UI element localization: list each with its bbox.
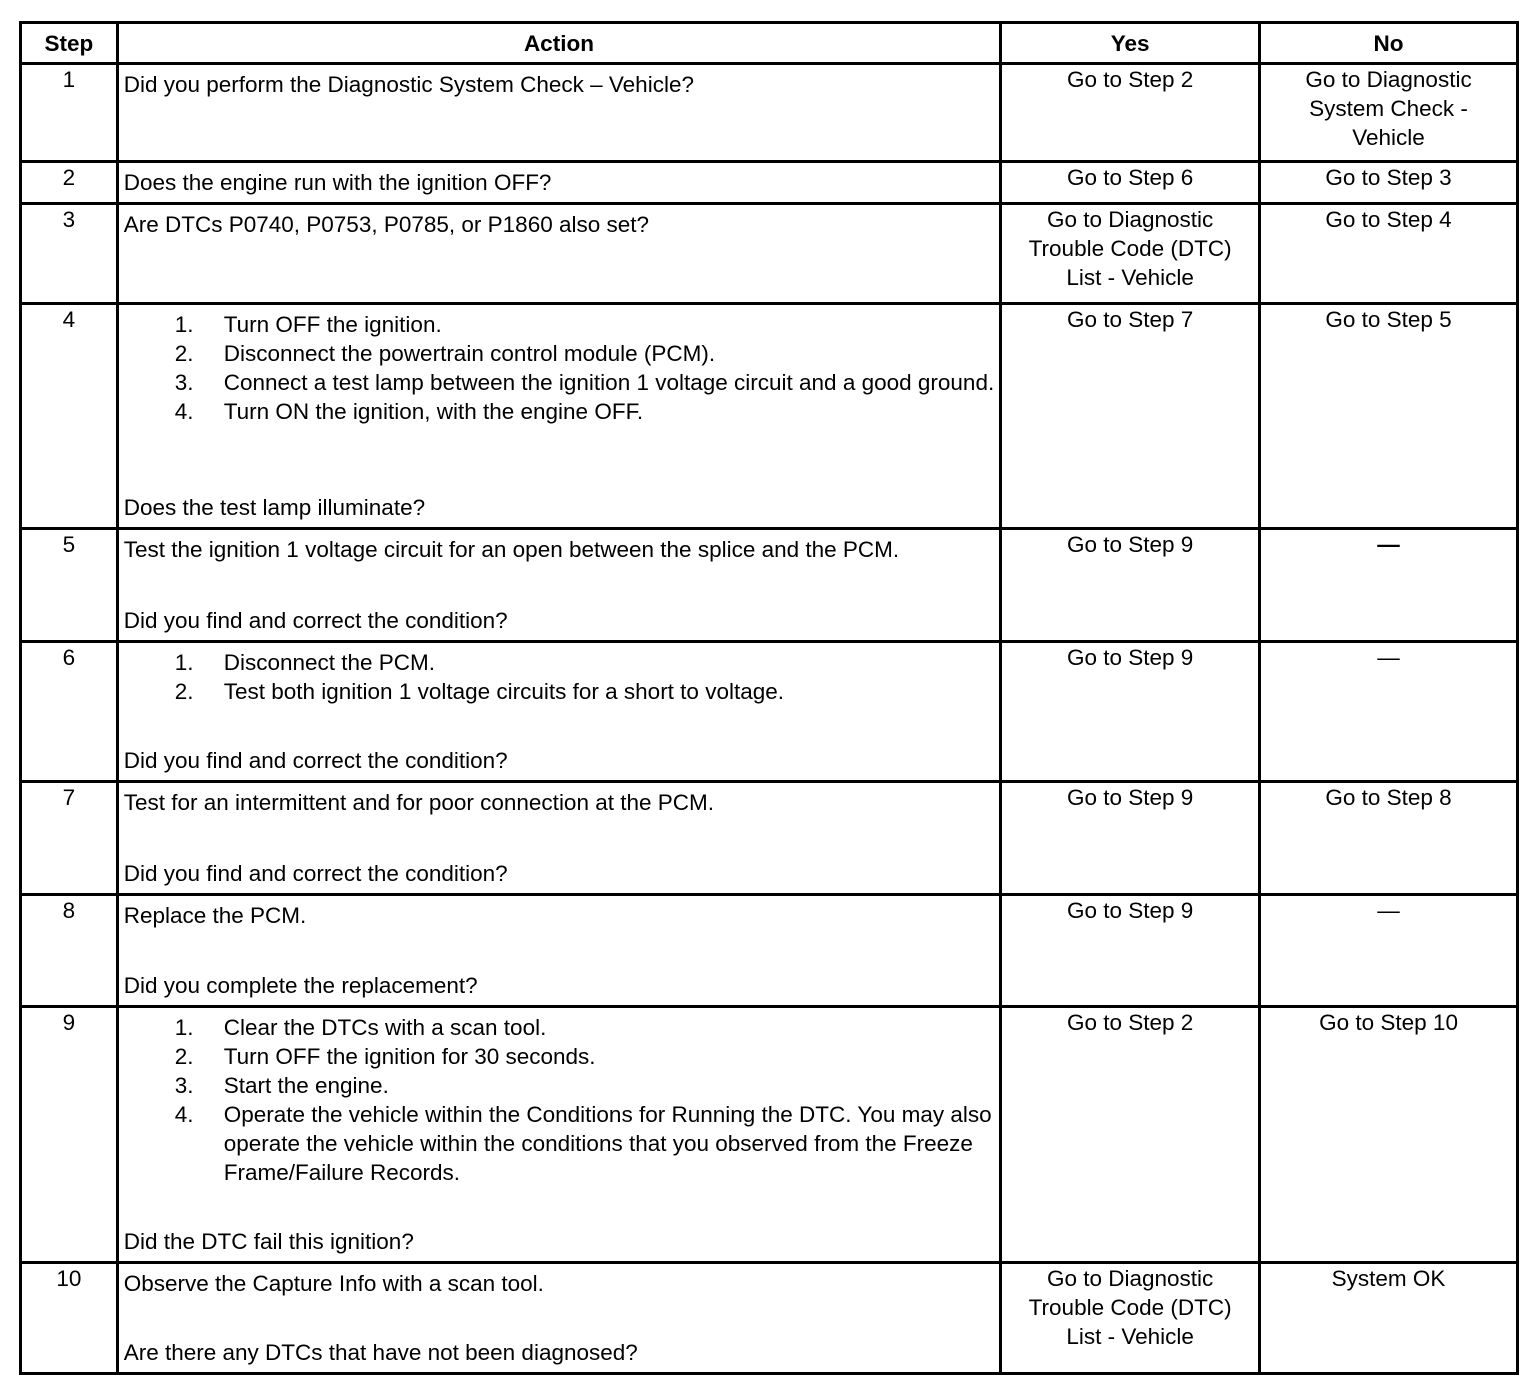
no-line: Go to Diagnostic [1305,67,1472,92]
instruction-list [124,310,995,426]
list-item [124,1071,995,1100]
instruction-text: Observe the Capture Info with a scan tool. [123,1271,544,1296]
yes-line: Trouble Code (DTC) [1028,1295,1232,1320]
action-cell [117,304,1000,529]
no-cell: Go to Step 4 [1260,204,1518,304]
table-row-6 [21,642,1518,782]
no-line: Vehicle [1352,125,1425,150]
step-number: 4 [21,304,118,529]
instruction-list [124,648,995,706]
action-cell [117,529,1000,642]
instruction-text: Test for an intermittent and for poor connection at the PCM. [123,790,715,815]
question-text: Did you complete the replacement? [123,973,478,998]
action-cell [117,64,1000,162]
list-item [124,339,995,368]
list-item-number: 1. [174,1015,194,1040]
question-text: Did the DTC fail this ignition? [123,1229,414,1254]
step-number: 10 [21,1263,118,1374]
step-number: 5 [21,529,118,642]
list-item-number: 3. [174,1073,194,1098]
header-step: Step [21,23,118,64]
list-item [124,310,995,339]
header-yes: Yes [1001,23,1260,64]
no-cell [1260,64,1518,162]
no-line: System Check - [1309,96,1468,121]
header-no: No [1260,23,1518,64]
list-item-text: Disconnect the powertrain control module (PCM). [223,341,716,366]
list-item-text: Operate the vehicle within the Conditions for Running the DTC. You may also operate the vehicle within the conditions that you observed from the Freeze Frame/Failure Records. [223,1102,992,1185]
list-item-number: 4. [174,399,194,424]
diagnostic-table [19,21,1519,1375]
no-cell: Go to Step 8 [1260,782,1518,895]
yes-cell: Go to Step 9 [1001,529,1260,642]
yes-cell: Go to Step 9 [1001,895,1260,1007]
yes-cell [1001,204,1260,304]
no-cell: — [1260,529,1518,642]
list-item-number: 2. [174,1044,194,1069]
table-row-8 [21,895,1518,1007]
list-item-text: Turn OFF the ignition. [223,312,442,337]
list-item-number: 4. [174,1102,194,1127]
list-item [124,368,995,397]
question-text: Did you find and correct the condition? [123,861,508,886]
action-cell [117,782,1000,895]
table-row-9 [21,1007,1518,1263]
yes-cell: Go to Step 7 [1001,304,1260,529]
list-item-text: Start the engine. [223,1073,389,1098]
question-text: Did you find and correct the condition? [123,748,508,773]
list-item [124,648,995,677]
step-number: 7 [21,782,118,895]
yes-cell: Go to Step 2 [1001,64,1260,162]
question-text: Are DTCs P0740, P0753, P0785, or P1860 also set? [123,212,650,237]
list-item-text: Disconnect the PCM. [223,650,436,675]
table-row-5 [21,529,1518,642]
instruction-text: Replace the PCM. [123,903,307,928]
table-row-1 [21,64,1518,162]
list-item-number: 2. [174,341,194,366]
list-item-number: 1. [174,650,194,675]
instruction-list [124,1013,995,1187]
no-cell: Go to Step 10 [1260,1007,1518,1263]
list-item [124,677,995,706]
list-item-text: Connect a test lamp between the ignition 1 voltage circuit and a good ground. [223,370,995,395]
yes-cell [1001,1263,1260,1374]
action-cell [117,162,1000,204]
header-row [21,23,1518,64]
question-text: Are there any DTCs that have not been diagnosed? [123,1340,638,1365]
list-item [124,1042,995,1071]
list-item-text: Turn ON the ignition, with the engine OFF. [223,399,644,424]
instruction-text: Test the ignition 1 voltage circuit for an open between the splice and the PCM. [123,537,900,562]
step-number: 1 [21,64,118,162]
step-number: 2 [21,162,118,204]
action-cell [117,1007,1000,1263]
no-cell: System OK [1260,1263,1518,1374]
no-cell: — [1260,895,1518,1007]
table-row-4 [21,304,1518,529]
yes-line: List - Vehicle [1066,265,1194,290]
header-action: Action [117,23,1000,64]
question-text: Did you perform the Diagnostic System Check – Vehicle? [123,72,694,97]
step-number: 8 [21,895,118,1007]
list-item [124,1100,995,1187]
action-cell [117,204,1000,304]
step-number: 9 [21,1007,118,1263]
action-cell [117,895,1000,1007]
action-cell [117,1263,1000,1374]
question-text: Did you find and correct the condition? [123,608,508,633]
step-number: 3 [21,204,118,304]
yes-cell: Go to Step 6 [1001,162,1260,204]
list-item-text: Test both ignition 1 voltage circuits for a short to voltage. [223,679,785,704]
list-item-number: 2. [174,679,194,704]
yes-cell: Go to Step 9 [1001,782,1260,895]
question-text: Does the test lamp illuminate? [123,495,426,520]
table-row-7 [21,782,1518,895]
list-item [124,397,995,426]
step-number: 6 [21,642,118,782]
no-cell: — [1260,642,1518,782]
yes-cell: Go to Step 9 [1001,642,1260,782]
list-item-number: 3. [174,370,194,395]
list-item-text: Turn OFF the ignition for 30 seconds. [223,1044,596,1069]
yes-cell: Go to Step 2 [1001,1007,1260,1263]
list-item [124,1013,995,1042]
yes-line: Go to Diagnostic [1046,1266,1214,1291]
action-cell [117,642,1000,782]
yes-line: Trouble Code (DTC) [1028,236,1232,261]
yes-line: Go to Diagnostic [1046,207,1214,232]
yes-line: List - Vehicle [1066,1324,1194,1349]
table-row-10 [21,1263,1518,1374]
question-text: Does the engine run with the ignition OFF? [123,170,552,195]
list-item-number: 1. [174,312,194,337]
no-cell: Go to Step 5 [1260,304,1518,529]
table-row-3 [21,204,1518,304]
no-cell: Go to Step 3 [1260,162,1518,204]
list-item-text: Clear the DTCs with a scan tool. [223,1015,547,1040]
table-row-2 [21,162,1518,204]
